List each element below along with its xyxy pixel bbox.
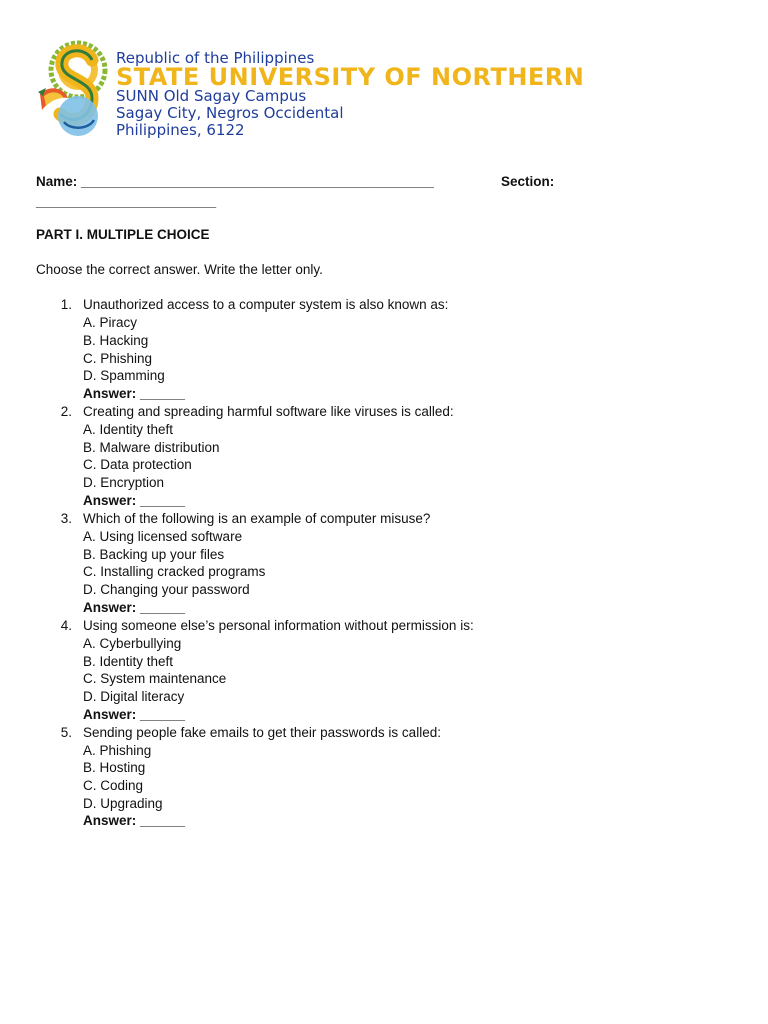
instructions: Choose the correct answer. Write the letter only.	[36, 262, 323, 277]
option-c: C. Coding	[83, 778, 144, 793]
question-text: Unauthorized access to a computer system is also known as:	[83, 297, 449, 312]
option-a: A. Phishing	[83, 743, 152, 758]
option-d: D. Spamming	[83, 368, 165, 383]
option-c: C. Data protection	[83, 457, 192, 472]
name-blank[interactable]: _______________________________________________	[81, 174, 434, 189]
option-d: D. Digital literacy	[83, 689, 185, 704]
option-c: C. Phishing	[83, 351, 153, 366]
header-country: Philippines, 6122	[116, 121, 245, 139]
option-b: B. Backing up your files	[83, 547, 225, 562]
answer-blank[interactable]: Answer: ______	[83, 386, 186, 401]
section-label: Section:	[501, 174, 555, 189]
question-number: 1.	[60, 297, 72, 312]
answer-blank[interactable]: Answer: ______	[83, 493, 186, 508]
question-number: 3.	[60, 511, 72, 526]
option-c: C. Installing cracked programs	[83, 564, 266, 579]
option-b: B. Malware distribution	[83, 440, 220, 455]
option-b: B. Hosting	[83, 760, 146, 775]
option-d: D. Upgrading	[83, 796, 163, 811]
option-a: A. Using licensed software	[83, 529, 243, 544]
header-university-name: STATE UNIVERSITY OF NORTHERN	[116, 63, 585, 91]
option-d: D. Encryption	[83, 475, 165, 490]
option-a: A. Identity theft	[83, 422, 174, 437]
option-b: B. Identity theft	[83, 654, 174, 669]
header-city: Sagay City, Negros Occidental	[116, 104, 344, 122]
part-title: PART I. MULTIPLE CHOICE	[36, 227, 210, 242]
question-number: 5.	[60, 725, 72, 740]
question-text: Sending people fake emails to get their passwords is called:	[83, 725, 441, 740]
answer-blank[interactable]: Answer: ______	[83, 813, 186, 828]
name-label: Name:	[36, 174, 78, 189]
option-d: D. Changing your password	[83, 582, 250, 597]
option-a: A. Piracy	[83, 315, 138, 330]
option-c: C. System maintenance	[83, 671, 227, 686]
question-text: Using someone else’s personal information without permission is:	[83, 618, 474, 633]
question-number: 2.	[60, 404, 72, 419]
header-republic: Republic of the Philippines	[116, 49, 315, 67]
answer-blank[interactable]: Answer: ______	[83, 600, 186, 615]
question-text: Which of the following is an example of computer misuse?	[83, 511, 431, 526]
option-b: B. Hacking	[83, 333, 149, 348]
answer-blank[interactable]: Answer: ______	[83, 707, 186, 722]
university-seal-logo	[34, 36, 116, 146]
header-campus: SUNN Old Sagay Campus	[116, 87, 307, 105]
question-number: 4.	[60, 618, 72, 633]
option-a: A. Cyberbullying	[83, 636, 182, 651]
question-text: Creating and spreading harmful software like viruses is called:	[83, 404, 454, 419]
section-blank[interactable]: ________________________	[36, 194, 217, 209]
